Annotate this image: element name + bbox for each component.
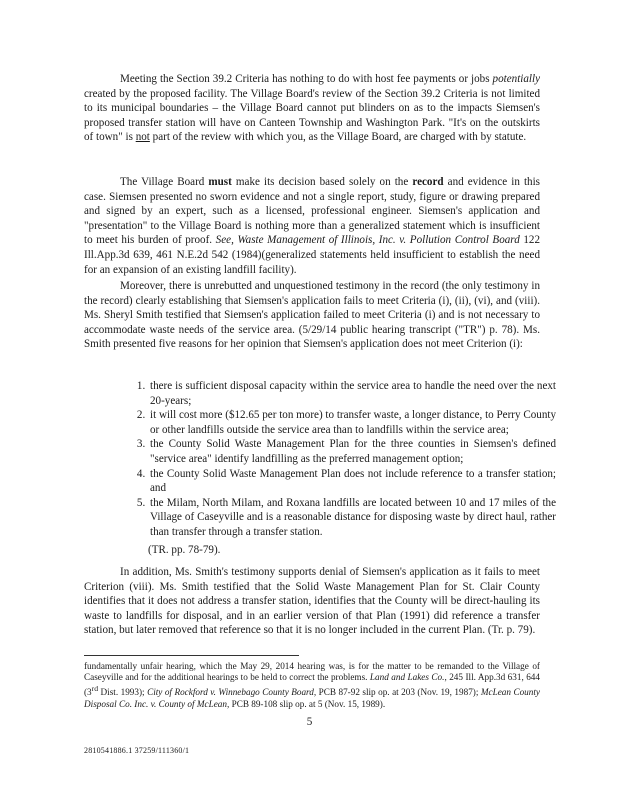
list-item: 2. it will cost more ($12.65 per ton more) to transfer waste, a longer distance, to Perry County or other landfills outside the service area than to landfills within the service area; [148, 408, 556, 437]
reasons-list [134, 379, 556, 540]
text-run: , 245 Ill. App.3d 631, 644 (3 [84, 672, 540, 698]
list-item: 3. the County Solid Waste Management Plan for the three counties in Siemsen's defined "service area" identify landfilling as the preferred management option; [148, 437, 556, 466]
text-run: Meeting the Section 39.2 Criteria has nothing to do with host fee payments or jobs [120, 73, 493, 85]
footnote-divider [84, 655, 299, 656]
paragraph-unrebutted-testimony: Moreover, there is unrebutted and unquestioned testimony in the record (the only testimony in the record) clearly establishing that Siemsen's application fails to meet Criteria (i), (ii), (vi), and (viii). Ms. Sheryl Smith testified that Siemsen's application failed to meet Criteria (i) and is not necessary to accommodate waste needs of the service area. (5/29/14 public hearing transcript ("TR") p. 78). Ms. Smith presented five reasons for her opinion that Siemsen's application does not meet Criterion (i): [84, 280, 540, 351]
text-run: fundamentally unfair hearing, which the May 29, 2014 hearing was, is for the matter to be remanded to the Village of Caseyville and for the additional hearings to be held to correct the problems. [84, 661, 540, 683]
italic-run: potentially [492, 73, 540, 85]
text-run: part of the review with which you, as the Village Board, are charged with by statute. [149, 131, 527, 144]
text-run: 122 Ill.App.3d 639, 461 N.E.2d 542 (1984)(generalized statements held insufficient to establish the need for an expansion of an existing landfill facility). [84, 234, 541, 276]
list-item: 5. the Milam, North Milam, and Roxana landfills are located between 10 and 17 miles of the Village of Caseyville and is a reasonable distance for disposing waste by direct haul, rather than transfer through a transfer station. [148, 496, 556, 540]
footnote [84, 661, 540, 710]
document-id: 2810541886.1 37259/111360/1 [84, 746, 190, 755]
list-item: 4. the County Solid Waste Management Plan does not include reference to a transfer station; and [148, 467, 556, 496]
transcript-citation: (TR. pp. 78-79). [148, 544, 221, 556]
text-run: make its decision based solely on the [231, 176, 413, 188]
paragraph-criterion-viii: In addition, Ms. Smith's testimony supports denial of Siemsen's application as it fails to meet Criterion (viii). Ms. Smith testified that the Solid Waste Management Plan for St. Clair County identifies that it does not address a transfer station, identifies that the County will be direct-hauling its waste to landfills for disposal, and in an earlier version of that Plan (1991) did reference a transfer station, but later removed that reference so that it is no longer included in the current Plan. (Tr. p. 79). [84, 566, 540, 637]
case-citation: City of Rockford v. Winnebago County Board, [147, 687, 317, 698]
text-run: Dist. 1993); [98, 687, 148, 698]
case-citation: Land and Lakes Co. [369, 672, 445, 683]
underlined-run: not [135, 131, 150, 144]
bold-run: must [208, 176, 232, 188]
text-run: and evidence in this case. Siemsen presented no sworn evidence and not a single report, study, figure or drawing prepared and signed by an expert, such as a licensed, professional engineer. Siemsen's application and "presentation" to the Village Board is nothing more than a generalized statement which is insufficient to meet his burden of proof. [84, 176, 540, 247]
list-item: 1. there is sufficient disposal capacity within the service area to handle the need over the next 20-years; [148, 379, 556, 408]
superscript: rd [91, 684, 99, 694]
case-citation: See, Waste Management of Illinois, Inc. v. Pollution Control Board [215, 234, 520, 247]
text-run: created by the proposed facility. The Village Board's review of the Section 39.2 Criteria is not limited to its municipal boundaries – the Village Board cannot put blinders on as to the impacts Siemsen's proposed transfer station will have on Canteen Township and Washington Park. "It's on the outskirts of town" is [84, 87, 540, 144]
paragraph-host-fee [84, 72, 540, 145]
page-number: 5 [306, 716, 313, 728]
text-run: PCB 87-92 slip op. at 203 (Nov. 19, 1987); [316, 687, 481, 698]
text-run: PCB 89-108 slip op. at 5 (Nov. 15, 1989). [229, 698, 386, 709]
text-run: The Village Board [120, 176, 209, 188]
paragraph-record-evidence [84, 175, 540, 277]
case-citation: McLean County Disposal Co. Inc. v. County of McLean, [84, 687, 540, 709]
bold-run: record [412, 176, 444, 188]
